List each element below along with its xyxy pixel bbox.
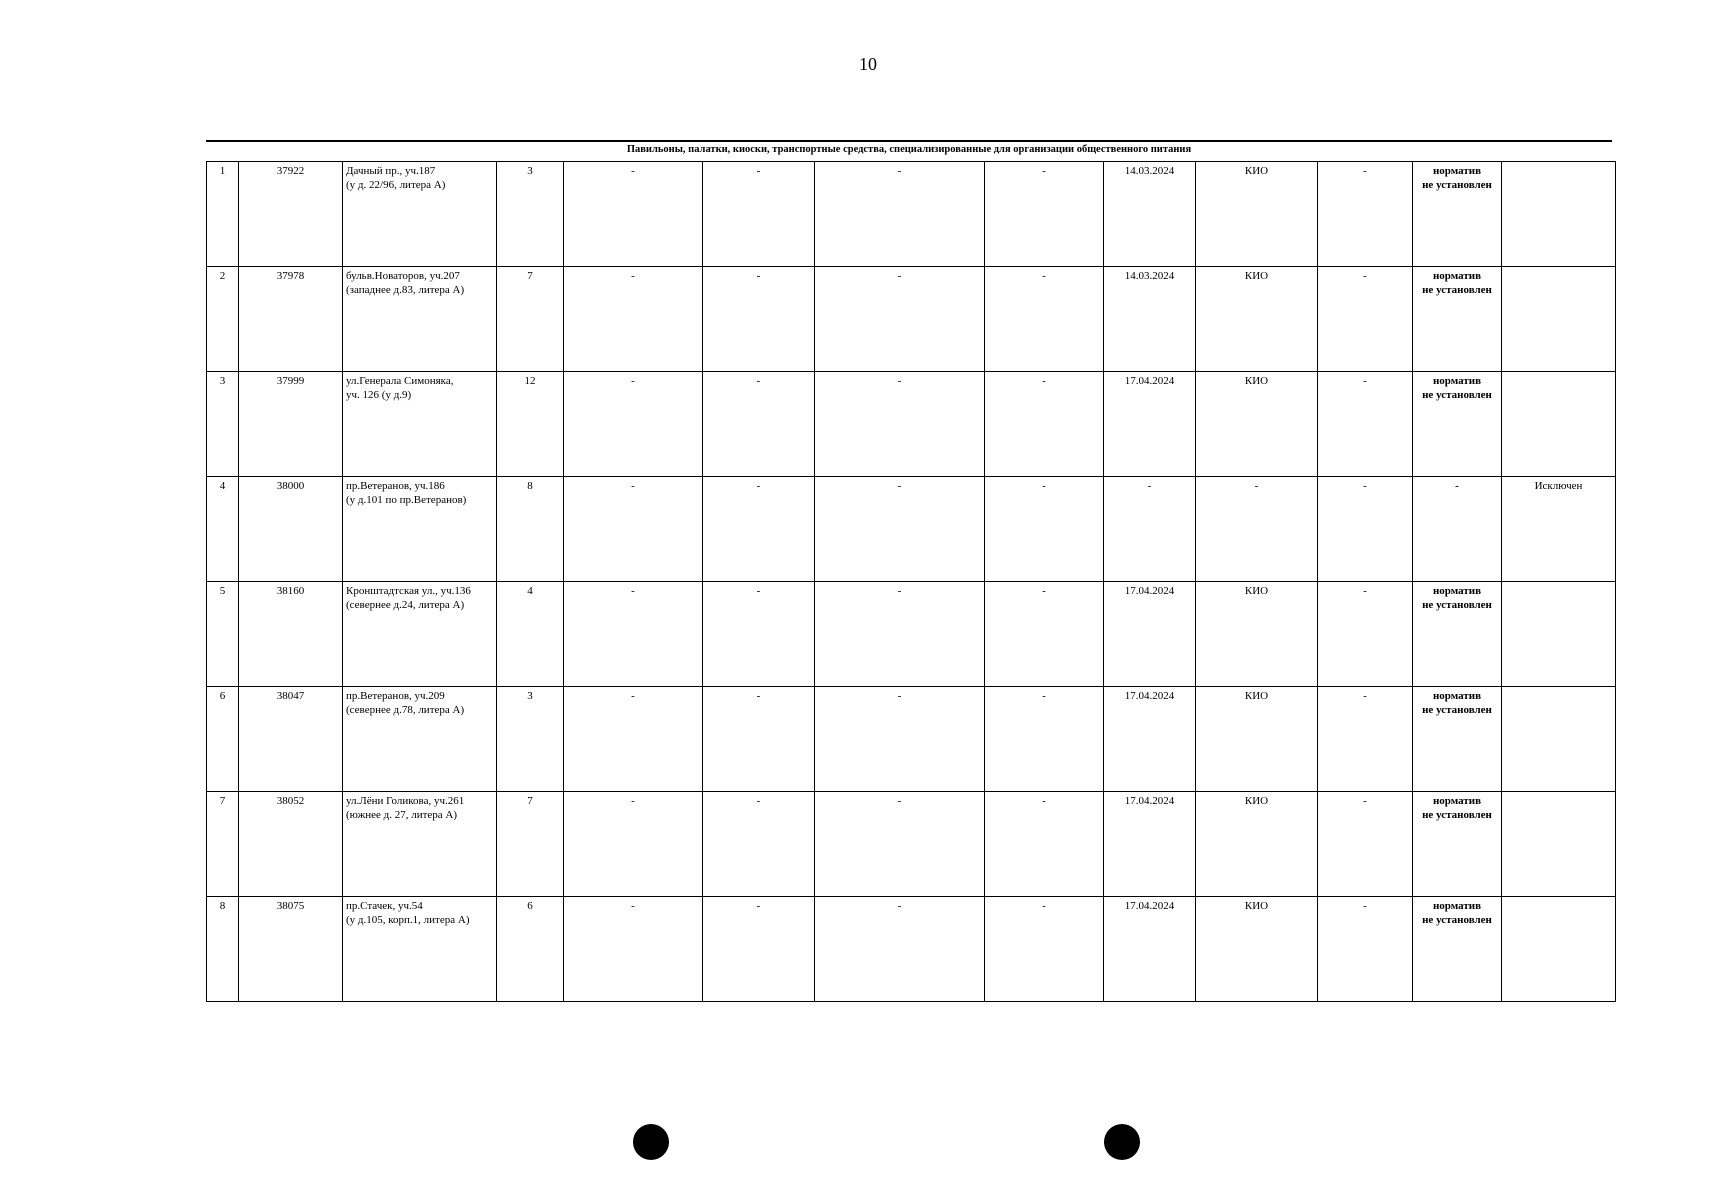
- note-cell: [1502, 372, 1616, 477]
- value-cell: -: [703, 582, 815, 687]
- address-line: пр.Ветеранов, уч.209: [346, 690, 445, 702]
- note-cell: Исключен: [1502, 477, 1616, 582]
- date-cell: 17.04.2024: [1104, 582, 1196, 687]
- object-code-cell: 37922: [239, 162, 343, 267]
- date-cell: 17.04.2024: [1104, 687, 1196, 792]
- value-cell: -: [985, 687, 1104, 792]
- value-cell: -: [703, 372, 815, 477]
- object-code-cell: 38000: [239, 477, 343, 582]
- norm-cell: [1413, 582, 1502, 687]
- value-cell: -: [1318, 582, 1413, 687]
- norm-line: норматив: [1432, 165, 1482, 177]
- norm-cell: [1413, 372, 1502, 477]
- norm-line: норматив: [1432, 795, 1482, 807]
- value-cell: -: [815, 372, 985, 477]
- value-cell: -: [564, 897, 703, 1002]
- quantity-cell: 3: [497, 687, 564, 792]
- value-cell: -: [1318, 267, 1413, 372]
- quantity-cell: 12: [497, 372, 564, 477]
- value-cell: -: [564, 162, 703, 267]
- value-cell: -: [1318, 897, 1413, 1002]
- value-cell: -: [815, 792, 985, 897]
- value-cell: -: [1318, 372, 1413, 477]
- registry-table: [206, 161, 1616, 1002]
- value-cell: -: [985, 792, 1104, 897]
- address-detail: (севернее д.78, литера А): [346, 704, 465, 716]
- organization-cell: КИО: [1196, 267, 1318, 372]
- value-cell: -: [985, 582, 1104, 687]
- address-detail: (севернее д.24, литера А): [346, 599, 465, 611]
- value-cell: -: [703, 477, 815, 582]
- organization-cell: КИО: [1196, 897, 1318, 1002]
- value-cell: -: [703, 687, 815, 792]
- note-cell: [1502, 687, 1616, 792]
- norm-cell: [1413, 267, 1502, 372]
- organization-cell: КИО: [1196, 687, 1318, 792]
- value-cell: -: [815, 897, 985, 1002]
- address-detail: (у д.105, корп.1, литера А): [346, 914, 470, 926]
- value-cell: -: [1318, 792, 1413, 897]
- punch-hole-left: [633, 1124, 669, 1160]
- norm-cell: [1413, 687, 1502, 792]
- organization-cell: КИО: [1196, 162, 1318, 267]
- address-line: пр.Стачек, уч.54: [346, 900, 423, 912]
- address-detail: (у д. 22/96, литера А): [346, 179, 446, 191]
- value-cell: -: [564, 372, 703, 477]
- object-code-cell: 37999: [239, 372, 343, 477]
- row-number-cell: 1: [207, 162, 239, 267]
- value-cell: -: [985, 372, 1104, 477]
- value-cell: -: [564, 477, 703, 582]
- organization-cell: КИО: [1196, 582, 1318, 687]
- norm-detail: не установлен: [1422, 599, 1492, 611]
- address-detail: уч. 126 (у д.9): [346, 389, 412, 401]
- address-line: бульв.Новаторов, уч.207: [346, 270, 460, 282]
- norm-detail: не установлен: [1422, 914, 1492, 926]
- address-detail: (западнее д.83, литера А): [346, 284, 465, 296]
- row-number-cell: 4: [207, 477, 239, 582]
- date-cell: 17.04.2024: [1104, 372, 1196, 477]
- table-row: [207, 792, 1616, 897]
- value-cell: -: [815, 582, 985, 687]
- norm-detail: не установлен: [1422, 284, 1492, 296]
- note-cell: [1502, 582, 1616, 687]
- object-code-cell: 38075: [239, 897, 343, 1002]
- note-cell: [1502, 897, 1616, 1002]
- address-line: Кронштадтская ул., уч.136: [346, 585, 471, 597]
- address-cell: [343, 267, 497, 372]
- value-cell: -: [815, 162, 985, 267]
- row-number-cell: 7: [207, 792, 239, 897]
- quantity-cell: 7: [497, 267, 564, 372]
- address-line: ул.Лёни Голикова, уч.261: [346, 795, 465, 807]
- section-rule: [206, 140, 1612, 142]
- row-number-cell: 8: [207, 897, 239, 1002]
- organization-cell: КИО: [1196, 372, 1318, 477]
- section-title: Павильоны, палатки, киоски, транспортные средства, специализированные для организации общественного питания: [626, 144, 1192, 155]
- note-cell: [1502, 792, 1616, 897]
- value-cell: -: [703, 267, 815, 372]
- norm-line: -: [1455, 480, 1459, 492]
- value-cell: -: [564, 267, 703, 372]
- norm-cell: [1413, 897, 1502, 1002]
- address-line: пр.Ветеранов, уч.186: [346, 480, 445, 492]
- date-cell: 17.04.2024: [1104, 792, 1196, 897]
- punch-hole-right: [1104, 1124, 1140, 1160]
- value-cell: -: [1318, 477, 1413, 582]
- address-detail: (южнее д. 27, литера А): [346, 809, 458, 821]
- value-cell: -: [1318, 687, 1413, 792]
- norm-line: норматив: [1432, 585, 1482, 597]
- row-number-cell: 5: [207, 582, 239, 687]
- date-cell: 14.03.2024: [1104, 162, 1196, 267]
- quantity-cell: 3: [497, 162, 564, 267]
- norm-line: норматив: [1432, 900, 1482, 912]
- note-cell: [1502, 162, 1616, 267]
- address-cell: [343, 897, 497, 1002]
- value-cell: -: [564, 582, 703, 687]
- date-cell: 17.04.2024: [1104, 897, 1196, 1002]
- object-code-cell: 37978: [239, 267, 343, 372]
- note-cell: [1502, 267, 1616, 372]
- address-cell: [343, 162, 497, 267]
- row-number-cell: 6: [207, 687, 239, 792]
- table-row: [207, 582, 1616, 687]
- table-row: [207, 477, 1616, 582]
- norm-detail: не установлен: [1422, 809, 1492, 821]
- address-cell: [343, 372, 497, 477]
- address-cell: [343, 477, 497, 582]
- quantity-cell: 7: [497, 792, 564, 897]
- address-cell: [343, 792, 497, 897]
- table-row: [207, 372, 1616, 477]
- date-cell: -: [1104, 477, 1196, 582]
- value-cell: -: [985, 162, 1104, 267]
- norm-line: норматив: [1432, 375, 1482, 387]
- quantity-cell: 6: [497, 897, 564, 1002]
- value-cell: -: [703, 897, 815, 1002]
- value-cell: -: [564, 687, 703, 792]
- organization-cell: КИО: [1196, 792, 1318, 897]
- address-line: ул.Генерала Симоняка,: [346, 375, 454, 387]
- value-cell: -: [985, 477, 1104, 582]
- quantity-cell: 8: [497, 477, 564, 582]
- table-row: [207, 162, 1616, 267]
- organization-cell: -: [1196, 477, 1318, 582]
- norm-line: норматив: [1432, 690, 1482, 702]
- norm-detail: не установлен: [1422, 389, 1492, 401]
- norm-detail: не установлен: [1422, 179, 1492, 191]
- address-detail: (у д.101 по пр.Ветеранов): [346, 494, 467, 506]
- quantity-cell: 4: [497, 582, 564, 687]
- page-number: 10: [859, 54, 877, 74]
- value-cell: -: [564, 792, 703, 897]
- address-line: Дачный пр., уч.187: [346, 165, 436, 177]
- value-cell: -: [985, 267, 1104, 372]
- row-number-cell: 2: [207, 267, 239, 372]
- row-number-cell: 3: [207, 372, 239, 477]
- object-code-cell: 38160: [239, 582, 343, 687]
- norm-cell: [1413, 162, 1502, 267]
- table-body: [207, 162, 1616, 1002]
- value-cell: -: [703, 162, 815, 267]
- value-cell: -: [1318, 162, 1413, 267]
- table-row: [207, 897, 1616, 1002]
- norm-line: норматив: [1432, 270, 1482, 282]
- object-code-cell: 38052: [239, 792, 343, 897]
- value-cell: -: [815, 477, 985, 582]
- object-code-cell: 38047: [239, 687, 343, 792]
- address-cell: [343, 582, 497, 687]
- table-row: [207, 267, 1616, 372]
- value-cell: -: [815, 267, 985, 372]
- norm-detail: не установлен: [1422, 704, 1492, 716]
- value-cell: -: [703, 792, 815, 897]
- address-cell: [343, 687, 497, 792]
- value-cell: -: [985, 897, 1104, 1002]
- norm-cell: [1413, 477, 1502, 582]
- norm-cell: [1413, 792, 1502, 897]
- value-cell: -: [815, 687, 985, 792]
- table-row: [207, 687, 1616, 792]
- date-cell: 14.03.2024: [1104, 267, 1196, 372]
